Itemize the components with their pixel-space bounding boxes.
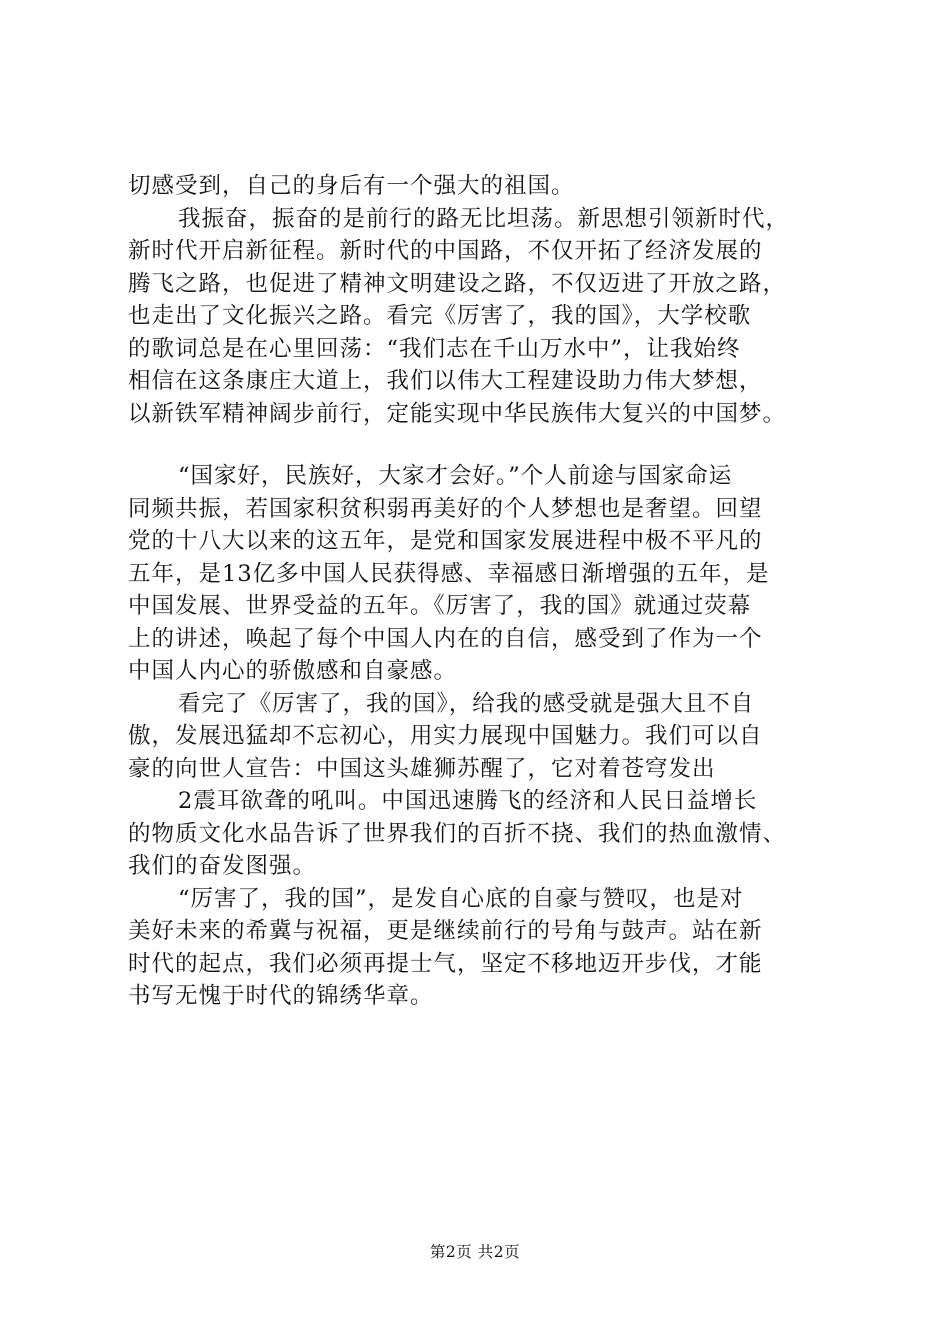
text-line: 的物质文化水品告诉了世界我们的百折不挠、我们的热血激情、: [128, 820, 787, 847]
paragraph: [128, 688, 838, 786]
document-body: [128, 170, 838, 1013]
text-line: 腾飞之路，也促进了精神文明建设之路，不仅迈进了开放之路，: [128, 270, 787, 297]
paragraph: [128, 460, 838, 688]
text-line: 相信在这条康庄大道上，我们以伟大工程建设助力伟大梦想，: [128, 368, 763, 394]
text-line: 豪的向世人宣告：中国这头雄狮苏醒了，它对着苍穹发出: [128, 755, 716, 782]
text-line: 美好未来的希冀与祝福，更是继续前行的号角与鼓声。站在新: [128, 918, 763, 944]
text-line: 中国人内心的骄傲感和自豪感。: [128, 658, 458, 684]
text-line: 切感受到，自己的身后有一个强大的祖国。: [128, 173, 575, 199]
text-line: 上的讲述，唤起了每个中国人内在的自信，感受到了作为一个: [128, 625, 763, 652]
text-line: 中国发展、世界受益的五年。《厉害了，我的国》就通过荧幕: [128, 593, 752, 619]
page-footer: [0, 1242, 950, 1262]
text-line: 党的十八大以来的这五年，是党和国家发展进程中极不平凡的: [128, 528, 763, 554]
text-line: 我们的奋发图强。: [128, 853, 317, 879]
page-number-label: 第2页 共2页: [429, 1243, 521, 1261]
paragraph: [128, 785, 838, 883]
text-line: “厉害了，我的国”，是发自心底的自豪与赞叹，也是对: [178, 885, 744, 912]
text-line: 以新铁军精神阔步前行，定能实现中华民族伟大复兴的中国梦。: [128, 400, 787, 427]
paragraph: [128, 203, 838, 431]
text-line: 2震耳欲聋的吼叫。中国迅速腾飞的经济和人民日益增长: [178, 788, 758, 814]
text-line: 也走出了文化振兴之路。看完《厉害了，我的国》，大学校歌: [128, 303, 752, 329]
text-line: 时代的起点，我们必须再提士气，坚定不移地迈开步伐，才能: [128, 950, 763, 977]
text-line: “国家好，民族好，大家才会好。”个人前途与国家命运: [178, 463, 733, 489]
text-line: 五年，是13亿多中国人民获得感、幸福感日渐增强的五年，是: [128, 560, 770, 587]
text-line: 的歌词总是在心里回荡：“我们志在千山万水中”，让我始终: [128, 335, 741, 362]
text-line: 傲，发展迅猛却不忘初心，用实力展现中国魅力。我们可以自: [128, 723, 763, 749]
paragraph-gap: [128, 430, 838, 460]
text-line: 新时代开启新征程。新时代的中国路，不仅开拓了经济发展的: [128, 238, 763, 264]
text-line: 我振奋，振奋的是前行的路无比坦荡。新思想引领新时代，: [178, 205, 790, 232]
paragraph: [128, 170, 838, 203]
text-line: 同频共振，若国家积贫积弱再美好的个人梦想也是奢望。回望: [128, 495, 763, 522]
text-line: 书写无愧于时代的锦绣华章。: [128, 983, 434, 1009]
paragraph: [128, 883, 838, 1013]
text-line: 看完了《厉害了，我的国》，给我的感受就是强大且不自: [178, 690, 755, 717]
